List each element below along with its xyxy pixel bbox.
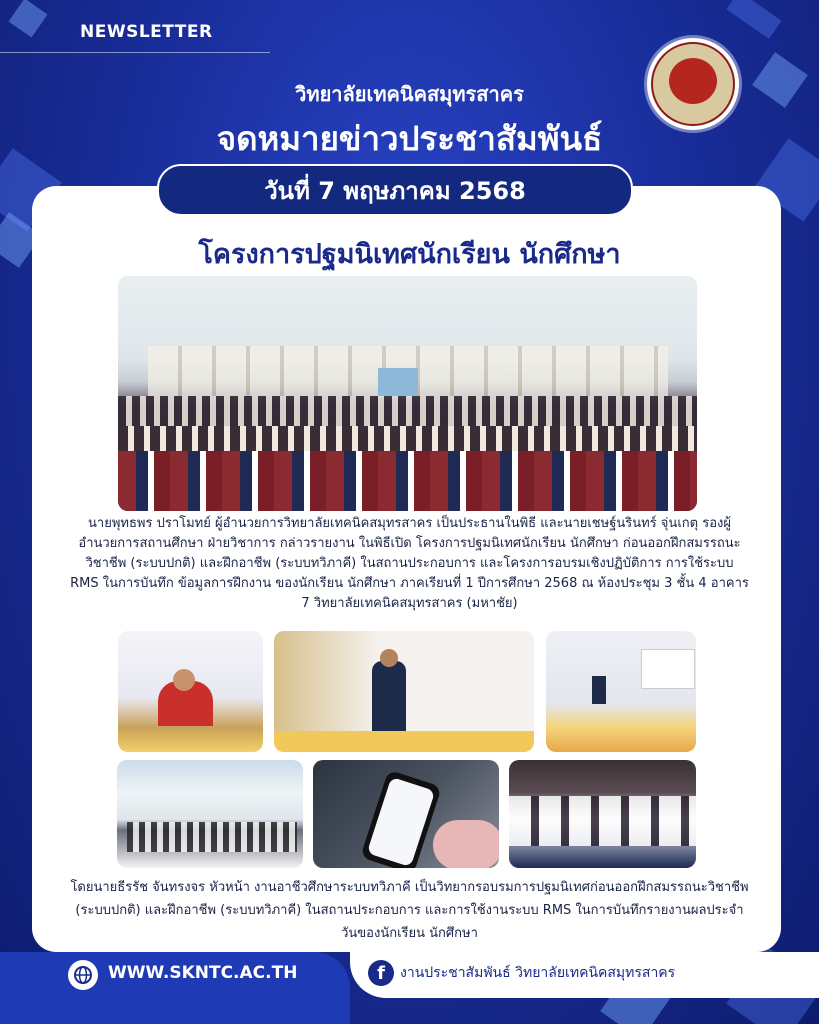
article-title-line1: โครงการปฐมนิเทศนักเรียน นักศึกษา xyxy=(198,239,621,270)
article-paragraph-1: นายพุทธพร ปราโมทย์ ผู้อำนวยการวิทยาลัยเทคนิคสมุทรสาคร เป็นประธานในพิธี และนายเชษฐ์นรินทร์ จุ่นเกตุ รองผู้อำนวยการสถานศึกษา ฝ่ายวิชาการ กล่าวรายงาน ในพิธีเปิด โครงการปฐมนิเทศนักเรียน นักศึกษา ก่อนออกฝึกสมรรถนะวิชาชีพ (ระบบปกติ) และฝึกอาชีพ (ระบบทวิภาคี) ในสถานประกอบการ และโครงการอบรมเชิงปฏิบัติการ การใช้ระบบ RMS ในการบันทึก ข้อมูลการฝึกงาน ของนักเรียน นักศึกษา ภาคเรียนที่ 1 ปีการศึกษา 2568 ณ ห้องประชุม 3 ชั้น 4 อาคาร 7 วิทยาลัยเทคนิคสมุทรสาคร (มหาชัย) xyxy=(70,516,749,611)
decor-line xyxy=(0,52,270,53)
main-group-photo xyxy=(118,276,697,511)
globe-icon xyxy=(68,960,98,990)
decor-square xyxy=(9,0,48,37)
photo-director-seated xyxy=(118,631,263,752)
photo-speaker-standing xyxy=(274,631,534,752)
photo-stage-screen xyxy=(546,631,696,752)
footer xyxy=(0,952,819,1024)
date-badge: วันที่ 7 พฤษภาคม 2568 xyxy=(157,164,633,216)
article-paragraph-2: โดยนายธีรรัช จันทรงจร หัวหน้า งานอาชีวศึกษาระบบทวิภาคี เป็นวิทยากรอบรมการปฐมนิเทศก่อนออกฝึกสมรรถนะวิชาชีพ (ระบบปกติ) และฝึกอาชีพ (ระบบทวิภาคี) ในสถานประกอบการ และการใช้งานระบบ RMS ในการบันทึกรายงานผลประจำวันของนักเรียน นักศึกษา xyxy=(70,880,749,941)
newsletter-label: NEWSLETTER xyxy=(80,22,213,42)
newsletter-headline: จดหมายข่าวประชาสัมพันธ์ xyxy=(216,119,603,158)
website-link[interactable]: WWW.SKNTC.AC.TH xyxy=(108,963,298,983)
photo-students-seated xyxy=(509,760,696,868)
facebook-icon: f xyxy=(368,960,394,986)
photo-audience-hall xyxy=(117,760,303,868)
decor-square xyxy=(726,0,781,39)
photo-smartphone-app xyxy=(313,760,499,868)
college-name: วิทยาลัยเทคนิคสมุทรสาคร xyxy=(295,82,524,106)
facebook-page-link[interactable]: งานประชาสัมพันธ์ วิทยาลัยเทคนิคสมุทรสาคร xyxy=(400,965,676,981)
